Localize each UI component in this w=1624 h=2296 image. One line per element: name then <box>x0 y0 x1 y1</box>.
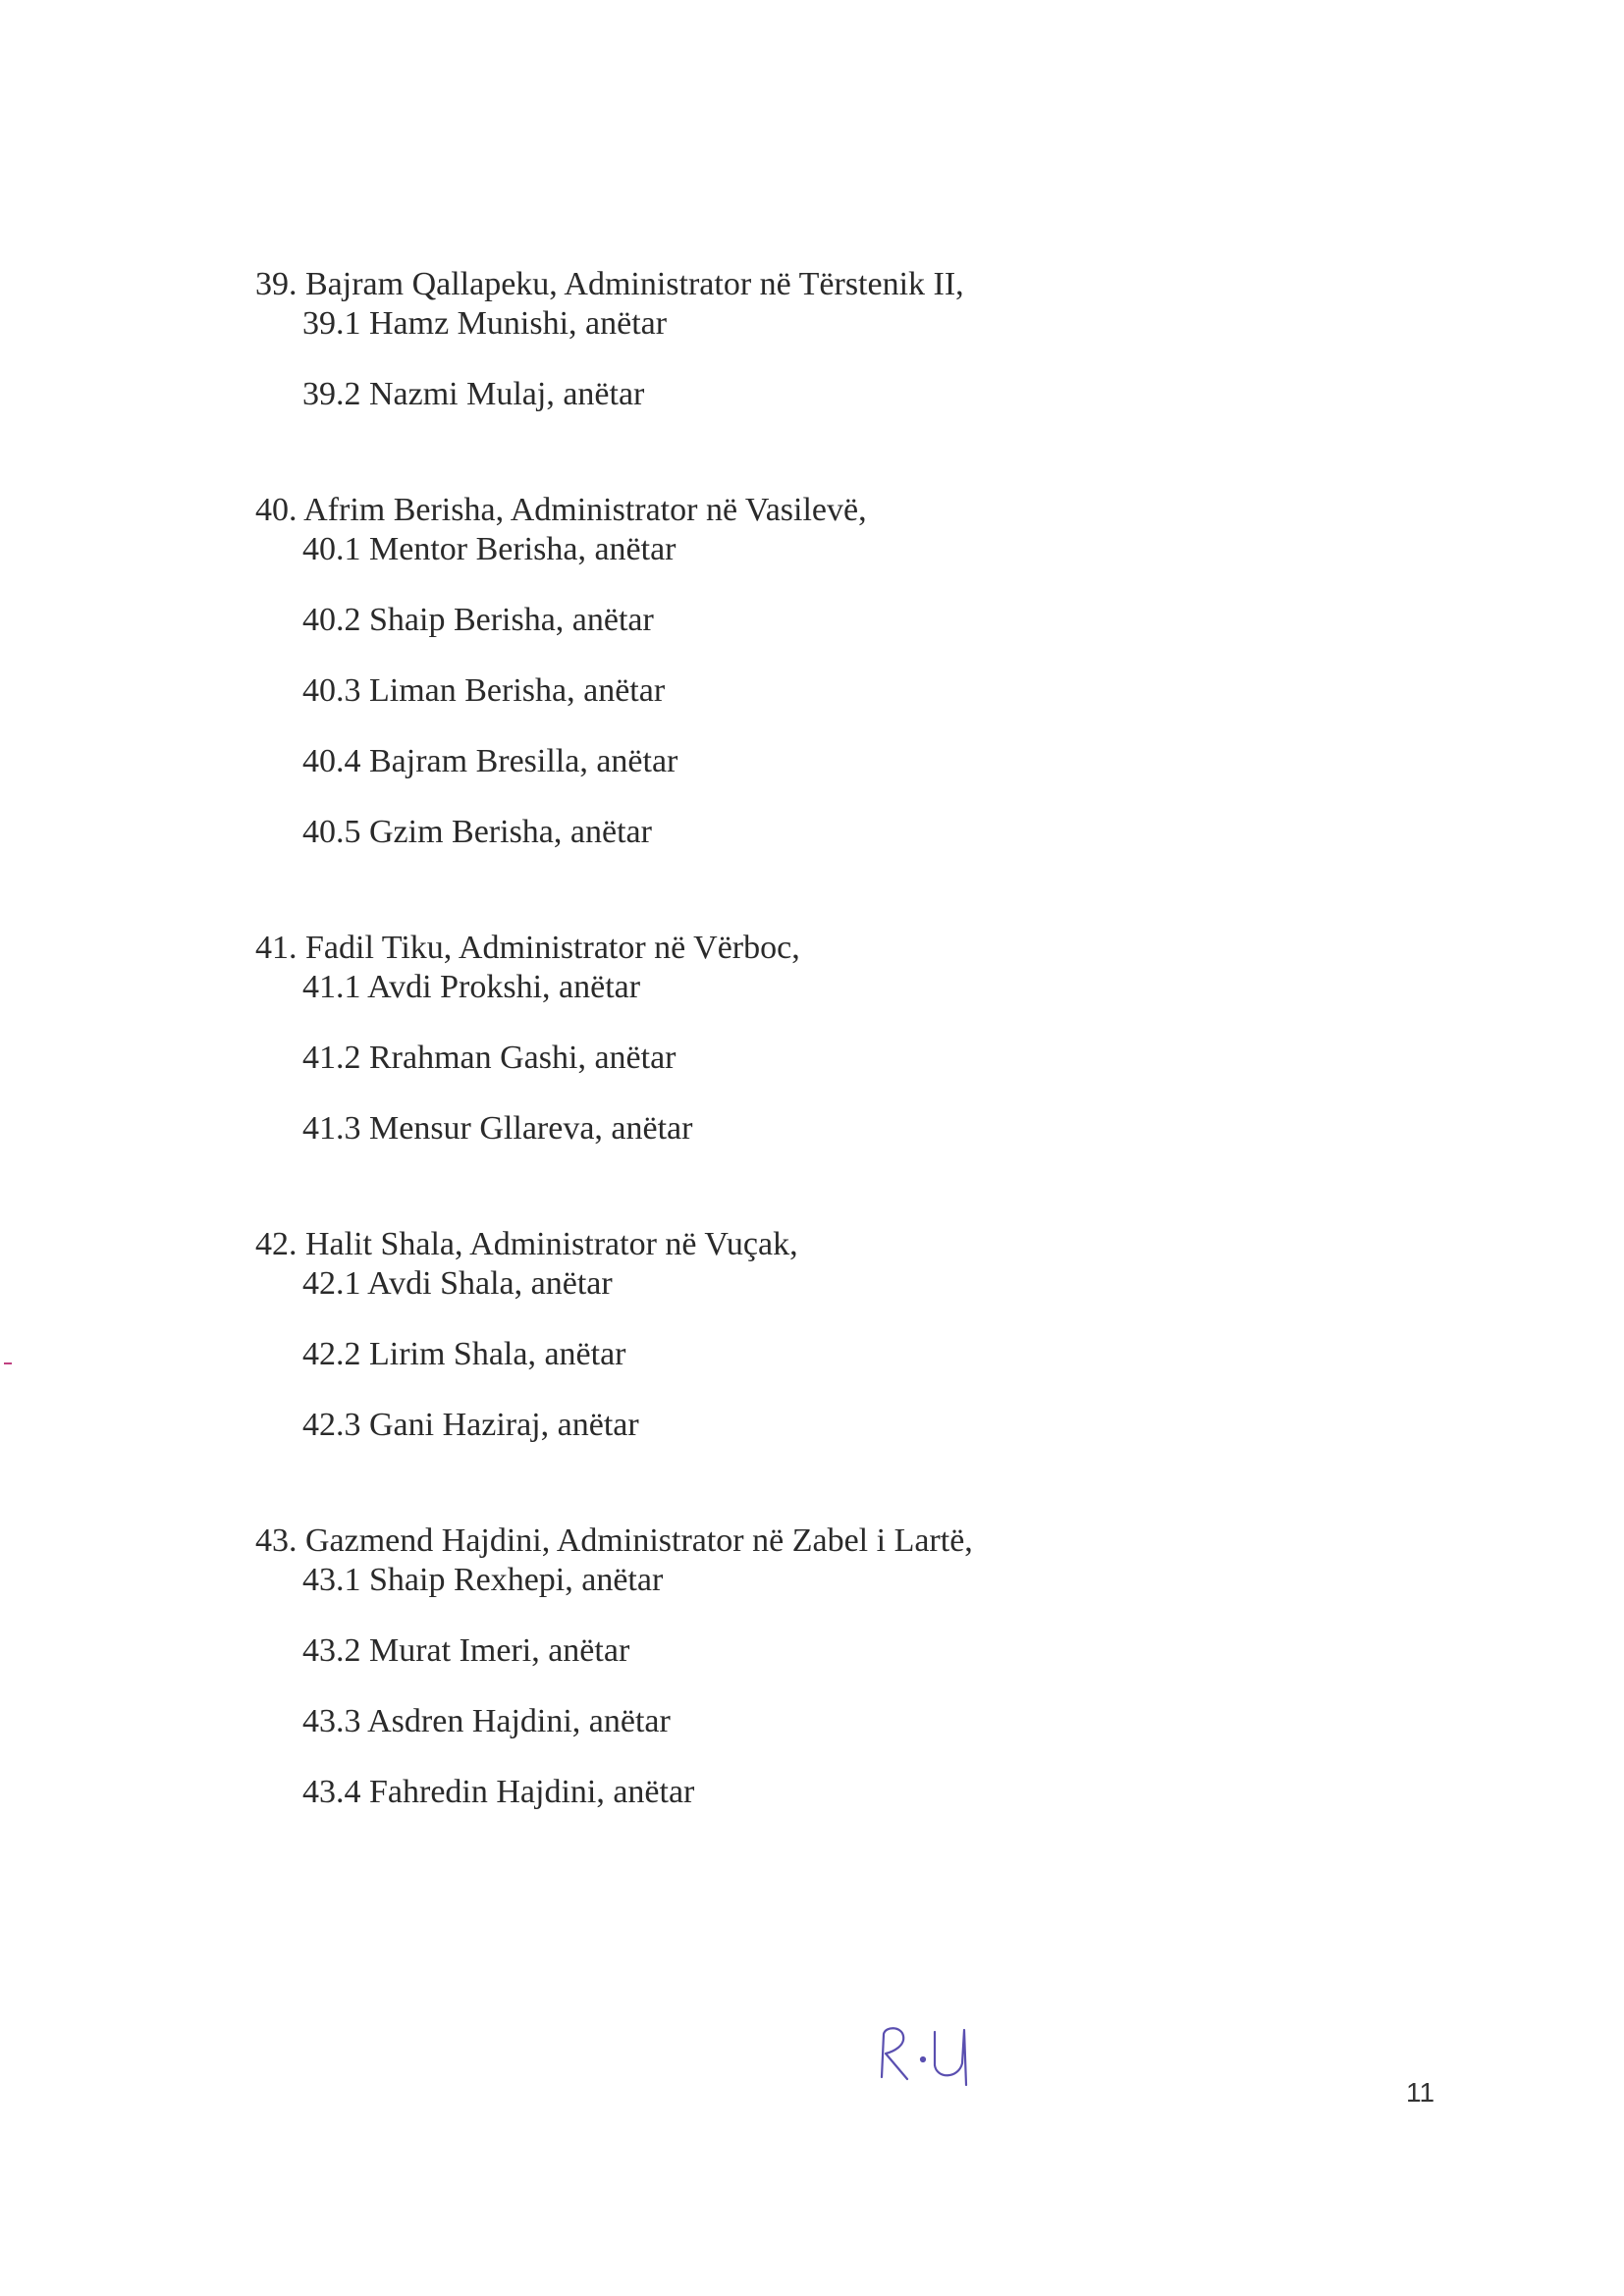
handwritten-signature <box>872 2020 980 2089</box>
member-item: 39.2 Nazmi Mulaj, anëtar <box>302 376 645 412</box>
member-item: 43.1 Shaip Rexhepi, anëtar <box>302 1562 664 1598</box>
member-item: 43.2 Murat Imeri, anëtar <box>302 1632 630 1669</box>
entry-heading: 39. Bajram Qallapeku, Administrator në Tërstenik II, <box>255 266 964 302</box>
member-item: 41.3 Mensur Gllareva, anëtar <box>302 1110 693 1147</box>
list-entry-41 <box>255 929 1384 1148</box>
member-item: 41.2 Rrahman Gashi, anëtar <box>302 1040 677 1076</box>
margin-mark <box>4 1362 12 1364</box>
entry-heading: 42. Halit Shala, Administrator në Vuçak, <box>255 1226 798 1262</box>
administrator-list <box>255 265 1384 1889</box>
member-item: 43.4 Fahredin Hajdini, anëtar <box>302 1774 695 1810</box>
member-item: 42.3 Gani Haziraj, anëtar <box>302 1407 639 1443</box>
member-item: 41.1 Avdi Prokshi, anëtar <box>302 969 641 1005</box>
member-item: 40.5 Gzim Berisha, anëtar <box>302 814 652 850</box>
entry-heading: 41. Fadil Tiku, Administrator në Vërboc, <box>255 930 800 966</box>
entry-heading: 40. Afrim Berisha, Administrator në Vasilevë, <box>255 492 867 528</box>
member-item: 40.4 Bajram Bresilla, anëtar <box>302 743 678 779</box>
page-number: 11 <box>1406 2077 1435 2108</box>
member-item: 42.1 Avdi Shala, anëtar <box>302 1265 613 1302</box>
member-item: 40.3 Liman Berisha, anëtar <box>302 672 666 709</box>
list-entry-43 <box>255 1522 1384 1812</box>
member-item: 39.1 Hamz Munishi, anëtar <box>302 305 668 342</box>
member-item: 40.1 Mentor Berisha, anëtar <box>302 531 677 567</box>
member-item: 40.2 Shaip Berisha, anëtar <box>302 602 654 638</box>
list-entry-39 <box>255 265 1384 414</box>
list-entry-40 <box>255 491 1384 852</box>
member-item: 42.2 Lirim Shala, anëtar <box>302 1336 626 1372</box>
entry-heading: 43. Gazmend Hajdini, Administrator në Zabel i Lartë, <box>255 1522 973 1559</box>
member-item: 43.3 Asdren Hajdini, anëtar <box>302 1703 671 1739</box>
list-entry-42 <box>255 1225 1384 1445</box>
